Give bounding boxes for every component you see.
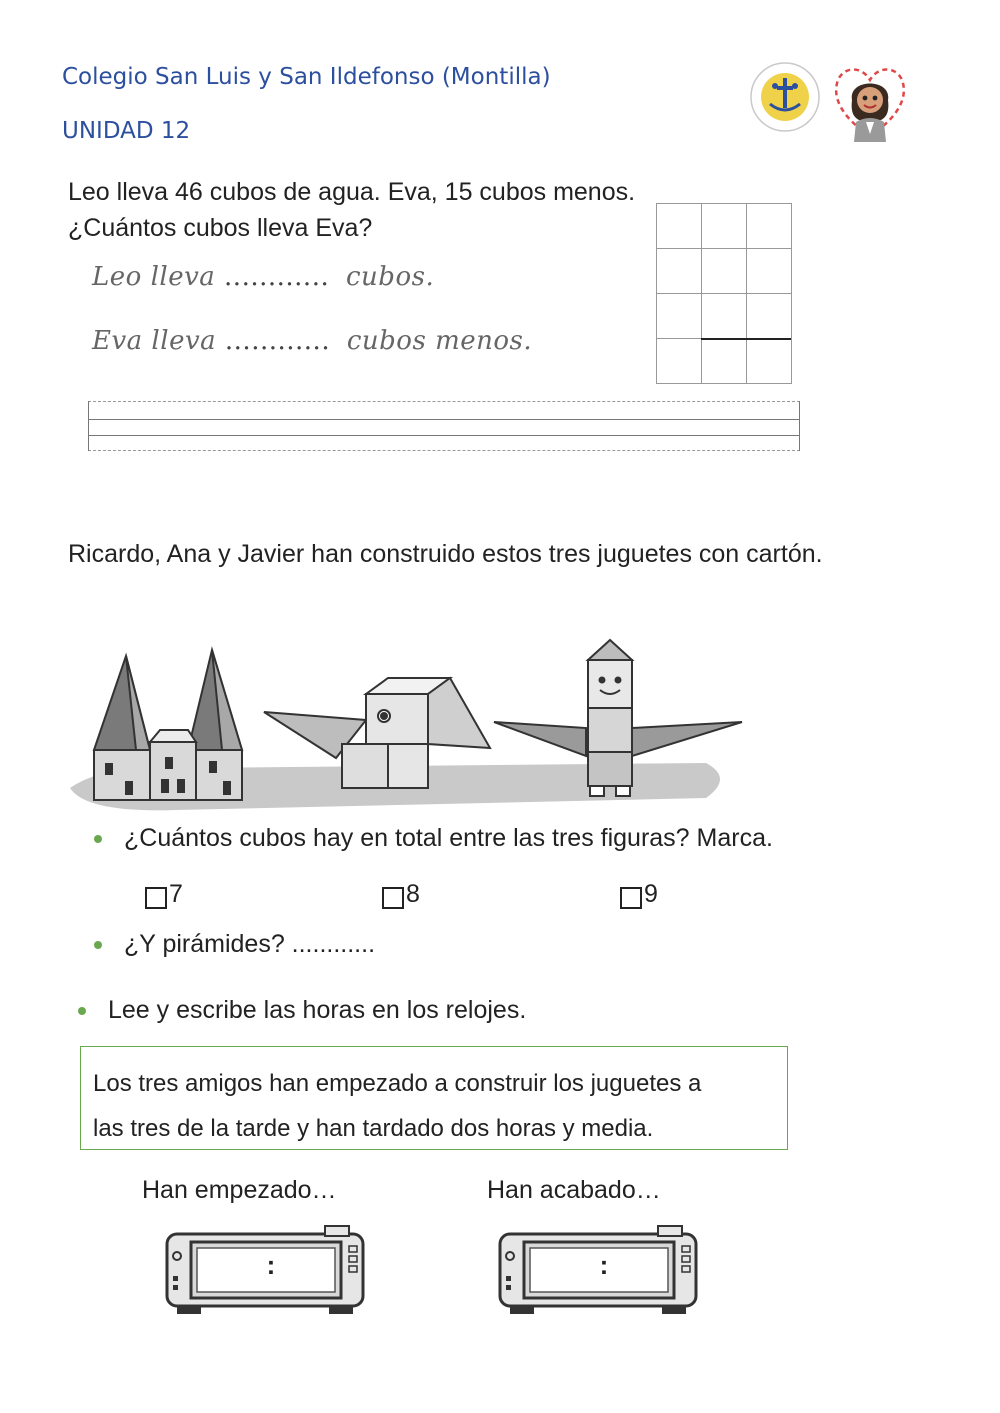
fill1-blank[interactable]: ............ bbox=[224, 262, 330, 292]
grid-cell[interactable] bbox=[702, 294, 747, 339]
instruction-row bbox=[78, 996, 526, 1025]
question-pyramids[interactable]: ¿Y pirámides? ............ bbox=[124, 930, 376, 958]
guide-line-dashed bbox=[88, 401, 800, 402]
story-box bbox=[80, 1046, 788, 1150]
clock-started-display[interactable]: : bbox=[266, 1250, 276, 1280]
grid-cell[interactable] bbox=[747, 339, 792, 384]
castle-toy-icon bbox=[94, 650, 242, 800]
fill2-suffix: cubos menos. bbox=[346, 326, 533, 356]
grid-cell[interactable] bbox=[657, 204, 702, 249]
guide-line-solid bbox=[88, 419, 800, 420]
option-8[interactable] bbox=[382, 880, 420, 909]
subtraction-result-line bbox=[701, 338, 791, 340]
grid-cell[interactable] bbox=[657, 249, 702, 294]
checkbox-icon[interactable] bbox=[145, 887, 167, 909]
bullet-icon bbox=[94, 941, 102, 949]
checkbox-icon[interactable] bbox=[620, 887, 642, 909]
problem1-line1: Leo lleva 46 cubos de agua. Eva, 15 cubos menos. bbox=[68, 178, 636, 206]
school-logo-icon bbox=[748, 58, 822, 136]
grid-cell[interactable] bbox=[657, 339, 702, 384]
fill-line-leo bbox=[92, 262, 434, 292]
subtraction-grid[interactable] bbox=[656, 203, 792, 384]
grid-cell[interactable] bbox=[747, 294, 792, 339]
label-started: Han empezado… bbox=[142, 1176, 337, 1204]
question-cubes: ¿Cuántos cubos hay en total entre las tres figuras? Marca. bbox=[124, 824, 773, 852]
guide-line-solid bbox=[88, 435, 800, 436]
grid-cell[interactable] bbox=[702, 249, 747, 294]
clock-finished-display[interactable]: : bbox=[599, 1250, 609, 1280]
grid-cell[interactable] bbox=[747, 249, 792, 294]
guide-line-left bbox=[88, 401, 89, 451]
clock-finished[interactable] bbox=[498, 1222, 698, 1318]
story-line1: Los tres amigos han empezado a construir los juguetes a bbox=[93, 1070, 702, 1097]
problem2-statement: Ricardo, Ana y Javier han construido estos tres juguetes con cartón. bbox=[68, 540, 823, 568]
story-line2: las tres de la tarde y han tardado dos horas y media. bbox=[93, 1115, 654, 1142]
label-finished: Han acabado… bbox=[487, 1176, 661, 1204]
grid-cell[interactable] bbox=[657, 294, 702, 339]
fill2-blank[interactable]: ............ bbox=[224, 326, 331, 356]
cardboard-toys-illustration bbox=[66, 638, 756, 818]
option-7-label: 7 bbox=[169, 880, 183, 908]
unit-title: UNIDAD 12 bbox=[62, 118, 191, 144]
clock-started[interactable] bbox=[165, 1222, 365, 1318]
fill-line-eva bbox=[92, 326, 532, 356]
instruction-clocks: Lee y escribe las horas en los relojes. bbox=[108, 996, 527, 1024]
option-7[interactable] bbox=[145, 880, 183, 909]
fill2-prefix: Eva lleva bbox=[92, 326, 217, 356]
bullet-icon bbox=[78, 1007, 86, 1015]
bullet-icon bbox=[94, 835, 102, 843]
grid-cell[interactable] bbox=[702, 204, 747, 249]
checkbox-icon[interactable] bbox=[382, 887, 404, 909]
fill1-suffix: cubos. bbox=[346, 262, 435, 292]
question-cubes-row bbox=[94, 824, 773, 853]
guide-line-dashed bbox=[88, 450, 800, 451]
question-pyramids-row bbox=[94, 930, 375, 959]
grid-cell[interactable] bbox=[702, 339, 747, 384]
guide-line-right bbox=[799, 401, 800, 451]
teacher-avatar-icon bbox=[830, 60, 910, 142]
fill1-prefix: Leo lleva bbox=[92, 262, 216, 292]
option-9-label: 9 bbox=[644, 880, 658, 908]
problem1-line2: ¿Cuántos cubos lleva Eva? bbox=[68, 214, 373, 242]
option-8-label: 8 bbox=[406, 880, 420, 908]
grid-cell[interactable] bbox=[747, 204, 792, 249]
school-name: Colegio San Luis y San Ildefonso (Montilla) bbox=[62, 64, 551, 90]
answer-writing-lines[interactable] bbox=[88, 401, 800, 451]
problem1-statement bbox=[68, 174, 635, 246]
option-9[interactable] bbox=[620, 880, 658, 909]
